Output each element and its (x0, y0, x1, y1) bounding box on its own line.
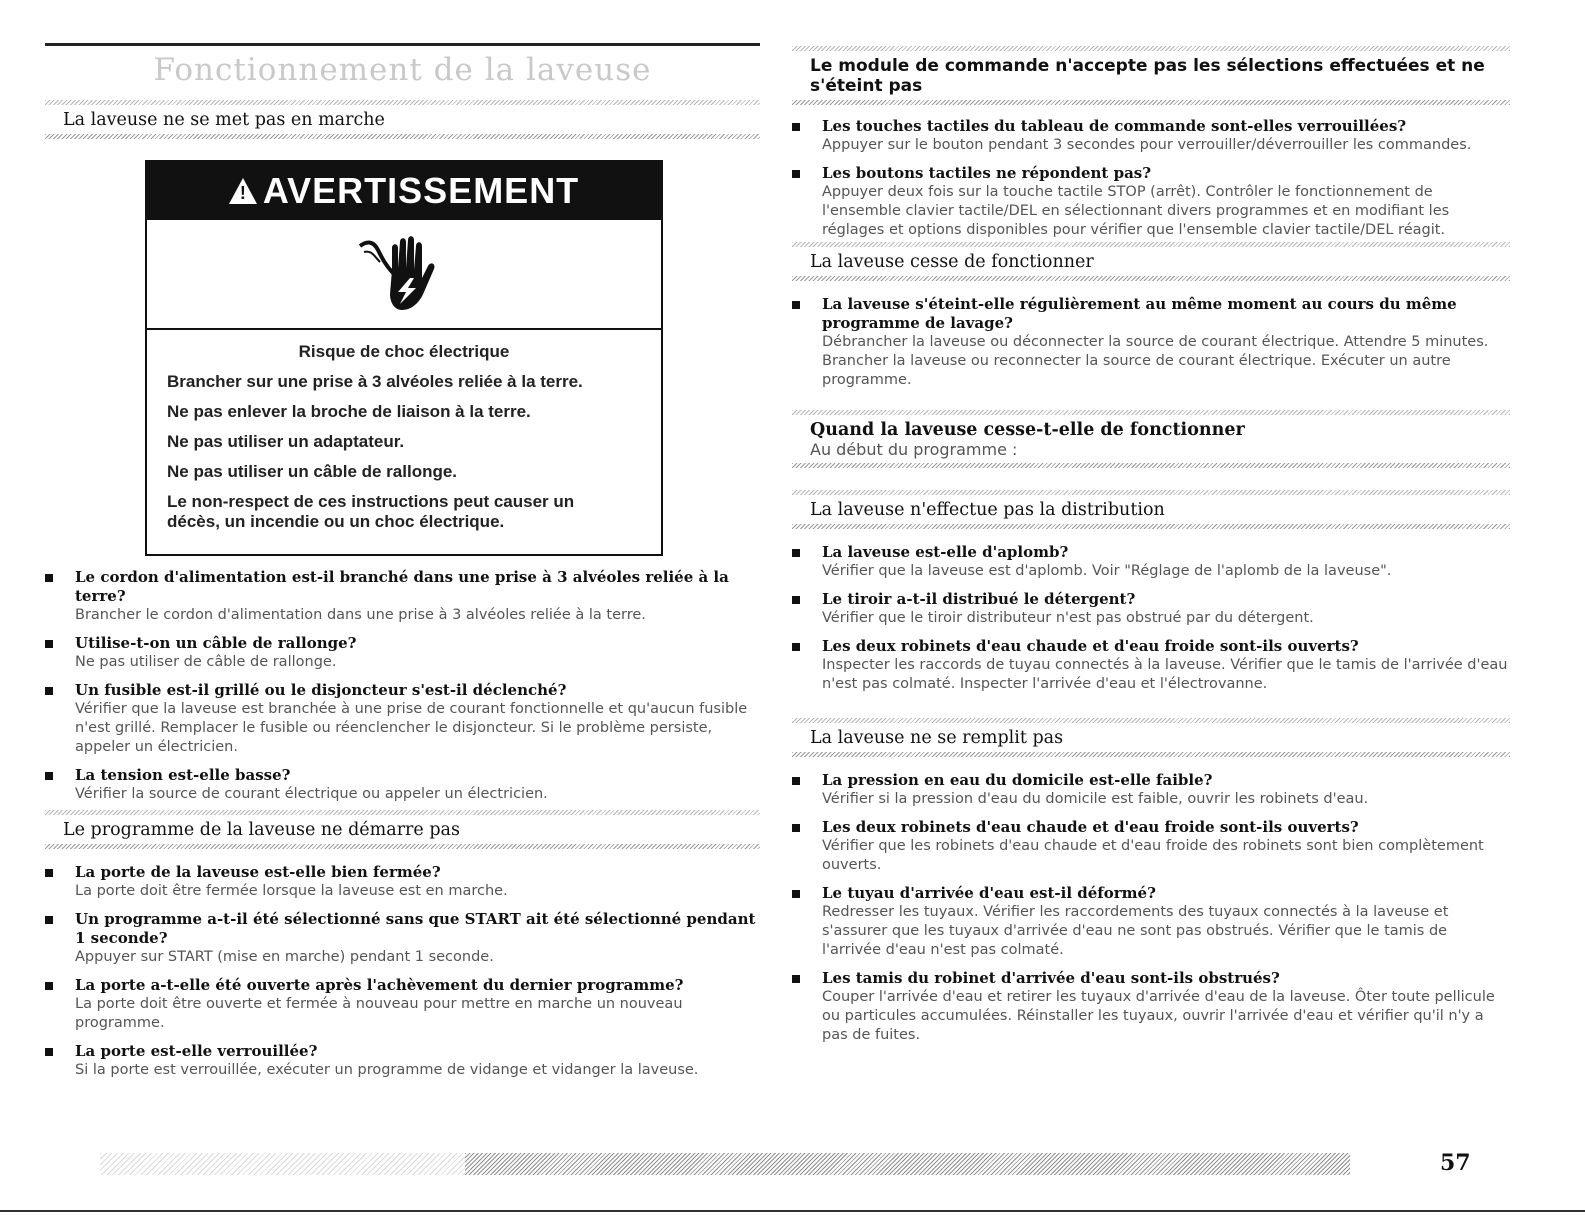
section-title: La laveuse ne se met pas en marche (63, 110, 385, 130)
warning-triangle-icon: ! (229, 178, 257, 204)
list-item: La pression en eau du domicile est-elle faible? Vérifier si la pression d'eau du domicile est faible, ouvrir les robinets d'eau. (792, 771, 1510, 809)
list-item: La porte a-t-elle été ouverte après l'achèvement du dernier programme? La porte doit être ouverte et fermée à nouveau pour mettre en marche un nouveau programme. (45, 976, 760, 1033)
list-item: La porte de la laveuse est-elle bien fermée? La porte doit être fermée lorsque la laveuse est en marche. (45, 863, 760, 901)
warning-line: Ne pas enlever la broche de liaison à la terre. (167, 402, 531, 421)
section-title: Le programme de la laveuse ne démarre pas (63, 820, 460, 840)
list-item: Les deux robinets d'eau chaude et d'eau froide sont-ils ouverts? Vérifier que les robinets d'eau chaude et d'eau froide des robinets sont bien complètement ouverts. (792, 818, 1510, 875)
electric-shock-hand-icon (147, 220, 661, 330)
warning-line: Le non-respect de ces instructions peut causer un décès, un incendie ou un choc électrique. (167, 492, 575, 531)
divider (792, 100, 1510, 105)
section-subtitle: Au début du programme : (810, 440, 1018, 459)
page-number: 57 (1440, 1150, 1471, 1176)
list-item: Les touches tactiles du tableau de commande sont-elles verrouillées? Appuyer sur le bouton pendant 3 secondes pour verrouiller/déverrouiller les commandes. (792, 117, 1510, 155)
list-item: Le cordon d'alimentation est-il branché dans une prise à 3 alvéoles reliée à la terre? Brancher le cordon d'alimentation dans une prise à 3 alvéoles reliée à la terre. (45, 568, 760, 625)
warning-line: Brancher sur une prise à 3 alvéoles reliée à la terre. (167, 372, 583, 391)
list-item: Les boutons tactiles ne répondent pas? Appuyer deux fois sur la touche tactile STOP (arrêt). Contrôler le fonctionnement de l'ensemble clavier tactile/DEL en sélectionnant divers programmes et en modifiant les réglages et options disponibles pour vérifier que l'ensemble clavier tactile/DEL réagit. (792, 164, 1510, 240)
divider (45, 134, 760, 139)
section-no-start (45, 100, 760, 139)
warning-risk-title: Risque de choc électrique (298, 342, 510, 361)
section-title: Le module de commande n'accepte pas les sélections effectuées et ne s'éteint pas (810, 56, 1485, 96)
warning-line: Ne pas utiliser un adaptateur. (167, 432, 405, 451)
divider (792, 524, 1510, 529)
warning-text (147, 330, 661, 532)
list-item: Utilise-t-on un câble de rallonge? Ne pas utiliser de câble de rallonge. (45, 634, 760, 672)
section-control-module (792, 46, 1510, 249)
list-item: La laveuse est-elle d'aplomb? Vérifier que la laveuse est d'aplomb. Voir "Réglage de l'aplomb de la laveuse". (792, 543, 1510, 581)
section-title: La laveuse ne se remplit pas (810, 728, 1064, 748)
list-item: Les tamis du robinet d'arrivée d'eau sont-ils obstrués? Couper l'arrivée d'eau et retirer les tuyaux d'arrivée d'eau de la laveuse. Ôter toute pellicule ou particules accumulées. Réinstaller les tuyaux, ouvrir l'arrivée d'eau et vérifier qu'il n'y a pas de fuites. (792, 969, 1510, 1045)
list-item: Un fusible est-il grillé ou le disjoncteur s'est-il déclenché? Vérifier que la laveuse est branchée à une prise de courant fonctionnelle et qu'aucun fusible n'est grillé. Remplacer le fusible ou réenclencher le disjoncteur. Si le problème persiste, appeler un électricien. (45, 681, 760, 757)
list-item: La tension est-elle basse? Vérifier la source de courant électrique ou appeler un électricien. (45, 766, 760, 804)
section-no-fill (792, 718, 1510, 1054)
section-title: La laveuse n'effectue pas la distribution (810, 500, 1165, 520)
footer-bar-fade (100, 1153, 465, 1175)
top-rule (45, 43, 760, 46)
section-program-not-start (45, 810, 760, 1089)
section-no-start-items (45, 568, 760, 813)
list-item: Le tiroir a-t-il distribué le détergent? Vérifier que le tiroir distributeur n'est pas obstrué par du détergent. (792, 590, 1510, 628)
section-title: Quand la laveuse cesse-t-elle de fonctionner (810, 420, 1245, 440)
list-item: La laveuse s'éteint-elle régulièrement au même moment au cours du même programme de lavage? Débrancher la laveuse ou déconnecter la source de courant électrique. Attendre 5 minutes. Brancher la laveuse ou reconnecter la source de courant électrique. Exécuter un autre programme. (792, 295, 1510, 390)
list-item: Un programme a-t-il été sélectionné sans que START ait été sélectionné pendant 1 seconde? Appuyer sur START (mise en marche) pendant 1 seconde. (45, 910, 760, 967)
page-title: Fonctionnement de la laveuse (153, 52, 652, 88)
list-item: Le tuyau d'arrivée d'eau est-il déformé? Redresser les tuyaux. Vérifier les raccordements des tuyaux connectés à la laveuse et s'assurer que les tuyaux d'arrivée d'eau ne sont pas obstrués. Vérifier que le tamis de l'arrivée d'eau n'est pas colmaté. (792, 884, 1510, 960)
divider (792, 752, 1510, 757)
section-title: La laveuse cesse de fonctionner (810, 252, 1094, 272)
footer-bar (465, 1153, 1350, 1175)
divider (792, 463, 1510, 468)
warning-line: Ne pas utiliser un câble de rallonge. (167, 462, 458, 481)
divider (45, 844, 760, 849)
bottom-rule (0, 1210, 1585, 1212)
list-item: Les deux robinets d'eau chaude et d'eau froide sont-ils ouverts? Inspecter les raccords de tuyau connectés à la laveuse. Vérifier que le tamis de l'arrivée d'eau n'est pas colmaté. Inspecter l'arrivée d'eau et l'électrovanne. (792, 637, 1510, 694)
warning-banner: ! AVERTISSEMENT (147, 162, 661, 220)
section-no-dispense (792, 490, 1510, 703)
divider (792, 276, 1510, 281)
list-item: La porte est-elle verrouillée? Si la porte est verrouillée, exécuter un programme de vidange et vidanger la laveuse. (45, 1042, 760, 1080)
section-when-stops (792, 410, 1510, 468)
warning-box (145, 160, 663, 556)
section-stops (792, 242, 1510, 399)
